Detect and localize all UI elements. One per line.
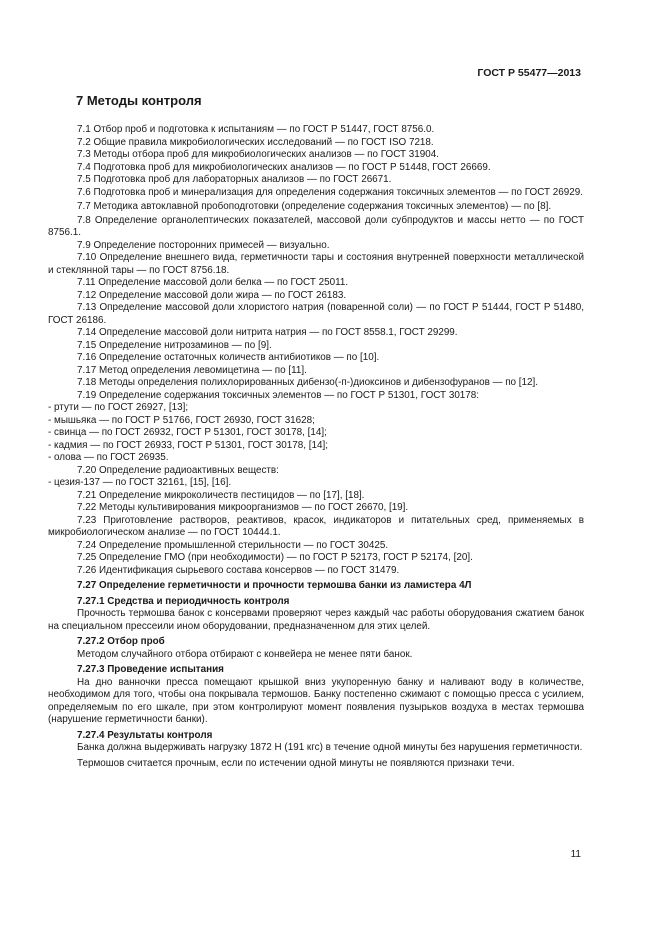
paragraph-7-2: 7.2 Общие правила микробиологических исследований — по ГОСТ ISO 7218. [77, 136, 434, 148]
paragraph-7-26: 7.26 Идентификация сырьевого состава консервов — по ГОСТ 31479. [77, 564, 400, 576]
paragraph-7-16: 7.16 Определение остаточных количеств антибиотиков — по [10]. [77, 352, 380, 363]
paragraph-7-20: 7.20 Определение радиоактивных веществ: [77, 464, 279, 476]
subsection-7-27-4-text-1: Банка должна выдерживать нагрузку 1872 Н (191 кгс) в течение одной минуты без нарушения герметичности. [77, 742, 583, 753]
paragraph-7-21: 7.21 Определение микроколичеств пестицидов — по [17], [18]. [77, 489, 365, 501]
list-item-arsenic: - мышьяка — по ГОСТ Р 51766, ГОСТ 26930, ГОСТ 31628; [48, 414, 315, 426]
section-title: 7 Методы контроля [76, 93, 202, 108]
paragraph-7-23: 7.23 Приготовление растворов, реактивов, красок, индикаторов и питательных сред, применяемых в микробиологическом анализе — по ГОСТ 10444.1. [48, 514, 584, 538]
paragraph-7-24: 7.24 Определение промышленной стерильности — по ГОСТ 30425. [77, 539, 389, 551]
paragraph-7-15: 7.15 Определение нитрозаминов — по [9]. [77, 339, 272, 351]
page-number: 11 [570, 849, 581, 860]
subsection-7-27-3-text: На дно ванночки пресса помещают крышкой вниз укупоренную банку и наливают воду в количестве, необходимом для того, чтобы она покрывала термошов. Банку постепенно сжимают с помощью пресса с усилием, определяемым по его шкале, при этом контролируют момент появления пузырьков воздуха в местах термошва (нарушение герметичности банки). [48, 676, 584, 725]
paragraph-7-18: 7.18 Методы определения полихлорированных дибензо(-п-)диоксинов и дибензофуранов — по [12]. [77, 377, 538, 388]
paragraph-7-5: 7.5 Подготовка проб для лабораторных анализов — по ГОСТ 26671. [77, 174, 392, 185]
subsection-7-27-1-text: Прочность термошва банок с консервами проверяют через каждый час работы оборудования сжатием банок на специальном прессеили ином оборудовании, предназначенном для этих целей. [48, 608, 584, 632]
paragraph-7-22: 7.22 Методы культивирования микроорганизмов — по ГОСТ 26670, [19]. [77, 502, 409, 513]
list-item-cadmium: - кадмия — по ГОСТ 26933, ГОСТ Р 51301, ГОСТ 30178, [14]; [48, 439, 328, 451]
paragraph-7-6: 7.6 Подготовка проб и минерализация для определения содержания токсичных элементов — по ГОСТ 26929. [77, 186, 583, 198]
paragraph-7-14: 7.14 Определение массовой доли нитрита натрия — по ГОСТ 8558.1, ГОСТ 29299. [77, 327, 458, 338]
subsection-7-27-4-title: 7.27.4 Результаты контроля [77, 729, 213, 741]
paragraph-7-12: 7.12 Определение массовой доли жира — по ГОСТ 26183. [77, 289, 347, 301]
paragraph-7-8: 7.8 Определение органолептических показателей, массовой доли субпродуктов и массы нетто — по ГОСТ 8756.1. [48, 214, 584, 238]
paragraph-7-1: 7.1 Отбор проб и подготовка к испытаниям — по ГОСТ Р 51447, ГОСТ 8756.0. [77, 124, 435, 135]
subsection-7-27-2-text: Методом случайного отбора отбирают с конвейера не менее пяти банок. [77, 648, 413, 660]
paragraph-7-7: 7.7 Методика автоклавной пробоподготовки (определение содержания токсичных элементов) — по [8]. [77, 200, 552, 212]
paragraph-7-19: 7.19 Определение содержания токсичных элементов — по ГОСТ Р 51301, ГОСТ 30178: [77, 389, 480, 401]
paragraph-7-17: 7.17 Метод определения левомицетина — по [11]. [77, 364, 307, 376]
paragraph-7-3: 7.3 Методы отбора проб для микробиологических анализов — по ГОСТ 31904. [77, 149, 439, 160]
list-item-cesium: - цезия-137 — по ГОСТ 32161, [15], [16]. [48, 477, 232, 488]
paragraph-7-4: 7.4 Подготовка проб для микробиологических анализов — по ГОСТ Р 51448, ГОСТ 26669. [77, 161, 491, 173]
subsection-7-27-2-title: 7.27.2 Отбор проб [77, 636, 165, 647]
paragraph-7-11: 7.11 Определение массовой доли белка — по ГОСТ 25011. [77, 277, 349, 288]
subsection-7-27-title: 7.27 Определение герметичности и прочности термошва банки из ламистера 4Л [77, 580, 472, 591]
document-body [48, 124, 584, 770]
paragraph-7-25: 7.25 Определение ГМО (при необходимости) — по ГОСТ Р 52173, ГОСТ Р 52174, [20]. [77, 552, 473, 563]
list-item-lead: - свинца — по ГОСТ 26932, ГОСТ Р 51301, ГОСТ 30178, [14]; [48, 427, 327, 438]
subsection-7-27-3-title: 7.27.3 Проведение испытания [77, 664, 224, 675]
document-id: ГОСТ Р 55477—2013 [477, 67, 581, 79]
paragraph-7-9: 7.9 Определение посторонних примесей — визуально. [77, 239, 330, 251]
subsection-7-27-4-text-2: Термошов считается прочным, если по истечении одной минуты не появляются признаки течи. [77, 757, 515, 769]
subsection-7-27-1-title: 7.27.1 Средства и периодичность контроля [77, 595, 290, 607]
paragraph-7-13: 7.13 Определение массовой доли хлористого натрия (поваренной соли) — по ГОСТ Р 51444, ГОСТ Р 51480, ГОСТ 26186. [48, 302, 584, 326]
list-item-mercury: - ртути — по ГОСТ 26927, [13]; [48, 402, 189, 413]
paragraph-7-10: 7.10 Определение внешнего вида, герметичности тары и состояния внутренней поверхности металлической и стеклянной тары — по ГОСТ 8756.18. [48, 252, 584, 276]
list-item-tin: - олова — по ГОСТ 26935. [48, 452, 169, 463]
